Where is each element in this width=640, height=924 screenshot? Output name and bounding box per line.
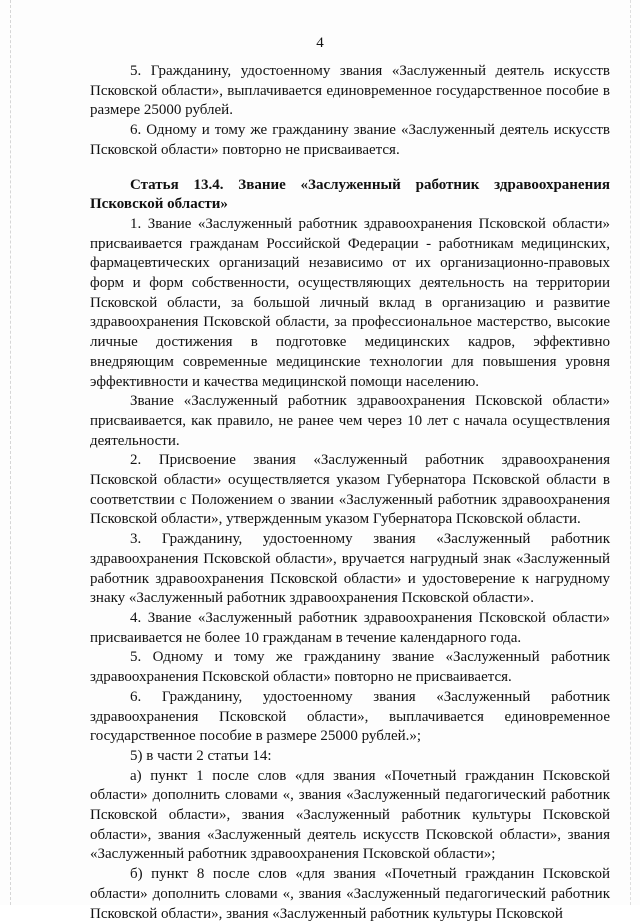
paragraph: Звание «Заслуженный работник здравоохранения Псковской области» присваивается, как правило, не ранее чем через 10 лет с начала осуществления деятельности. [90,393,610,449]
paragraph: а) пункт 1 после слов «для звания «Почетный гражданин Псковской области» дополнить словами «, звания «Заслуженный педагогический работник Псковской области», звания «Заслуженный работник культуры Псковской области», звания «Заслуженный деятель искусств Псковской области», звания «Заслуженный работник здравоохранения Псковской области»; [90,767,610,863]
paragraph: 1. Звание «Заслуженный работник здравоохранения Псковской области» присваивается гражданам Российской Федерации - работникам медицинских, фармацевтических организаций независимо от их организационно-правовых форм и форм собственности, осуществляющих деятельность на территории Псковской области, за большой личный вклад в организацию и развитие здравоохранения Псковской области, за профессиональное мастерство, высокие личные достижения в подготовке медицинских кадров, эффективно внедряющим современные медицинские технологии для повышения уровня эффективности и качества медицинской помощи населению. [90,215,610,390]
page-number: 4 [316,35,324,51]
article-heading: Статья 13.4. Звание «Заслуженный работник здравоохранения Псковской области» [90,176,610,213]
scan-edge-left [10,0,12,905]
scan-edge-right [630,0,632,905]
document-body [90,62,610,924]
paragraph: 3. Гражданину, удостоенному звания «Заслуженный работник здравоохранения Псковской области», вручается нагрудный знак «Заслуженный работник здравоохранения Псковской области» и удостоверение к нагрудному знаку «Заслуженный работник здравоохранения Псковской области». [90,531,610,607]
paragraph: 5) в части 2 статьи 14: [130,747,272,764]
paragraph: б) пункт 8 после слов «для звания «Почетный гражданин Псковской области» дополнить словами «, звания «Заслуженный педагогический работник Псковской области», звания «Заслуженный работник культуры Псковской [90,866,610,922]
paragraph: 6. Гражданину, удостоенному звания «Заслуженный работник здравоохранения Псковской области», выплачивается единовременное государственное пособие в размере 25000 рублей.»; [90,688,610,745]
paragraph: 5. Гражданину, удостоенному звания «Заслуженный деятель искусств Псковской области», выплачивается единовременное государственное пособие в размере 25000 рублей. [90,63,610,119]
paragraph: 6. Одному и тому же гражданину звание «Заслуженный деятель искусств Псковской области» повторно не присваивается. [90,122,610,158]
paragraph: 2. Присвоение звания «Заслуженный работник здравоохранения Псковской области» осуществляется указом Губернатора Псковской области в соответствии с Положением о звании «Заслуженный работник здравоохранения Псковской области», утвержденным указом Губернатора Псковской области. [90,452,610,528]
paragraph: 4. Звание «Заслуженный работник здравоохранения Псковской области» присваивается не более 10 гражданам в течение календарного года. [90,609,610,646]
paragraph: 5. Одному и тому же гражданину звание «Заслуженный работник здравоохранения Псковской области» повторно не присваивается. [90,649,610,686]
